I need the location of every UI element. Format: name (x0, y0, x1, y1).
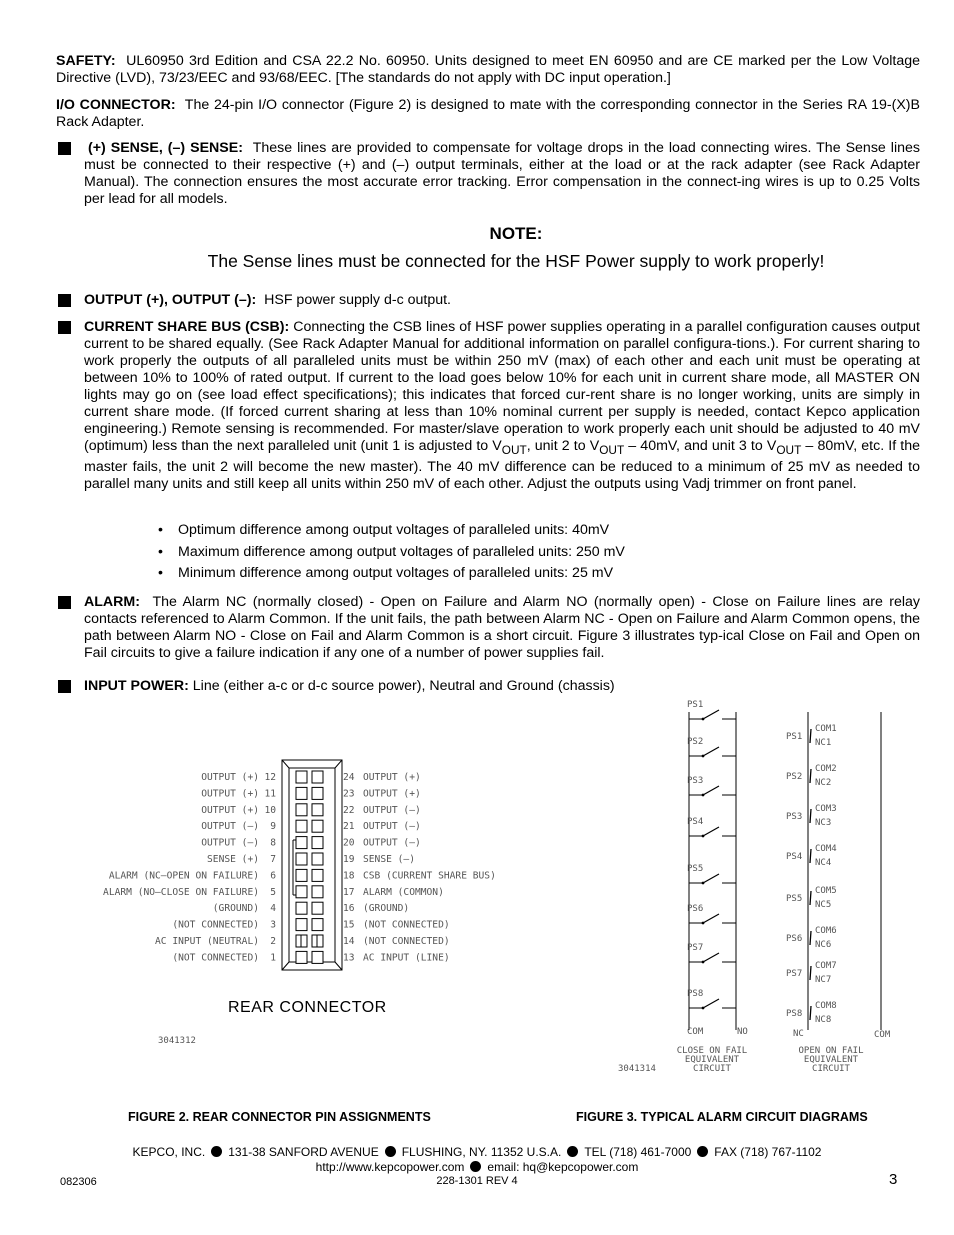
power-supply-label: PS7 (786, 969, 803, 979)
pin-label: (NOT CONNECTED) (363, 919, 450, 931)
nc-contact-label: NC1 (815, 738, 832, 748)
switch-blade (703, 874, 719, 883)
com-terminal-label: COM (687, 1027, 704, 1037)
pin-number: 14 (343, 936, 355, 947)
pin-label: OUTPUT (+) (363, 788, 421, 800)
nc-contact-label: NC5 (815, 900, 832, 910)
power-supply-label: PS5 (687, 864, 704, 874)
csb-text-4: – 80mV, etc. If the master fails, the unit 2 will become the new master). The 40 mV difference can be reduced to a minimum of 25 mV as needed to parallel many units and still keep all units within 250 mV of each other. Adjust the outputs using Vadj trimmer on front panel. (84, 438, 920, 492)
csb-text-3: – 40mV, and unit 3 to V (624, 438, 777, 454)
open-on-fail-caption: OPEN ON FAIL (798, 1046, 864, 1056)
pin-label: (NOT CONNECTED) (363, 936, 450, 947)
note-title: NOTE: (489, 224, 543, 243)
email-link[interactable]: email: hq@kepcopower.com (487, 1160, 639, 1174)
output-text: HSF power supply d-c output. (264, 292, 451, 308)
switch-blade (703, 710, 719, 719)
pin-label: OUTPUT (+) (201, 788, 259, 800)
com-contact-label: COM5 (815, 886, 837, 896)
website-link[interactable]: http://www.kepcopower.com (315, 1160, 465, 1174)
open-on-fail-caption: CIRCUIT (812, 1064, 850, 1074)
city-address: FLUSHING, NY. 11352 U.S.A. (401, 1145, 562, 1159)
relay-contact (810, 966, 811, 980)
date-code: 082306 (60, 1176, 97, 1188)
relay-contact (810, 809, 811, 823)
switch-contact (702, 1007, 705, 1010)
com-contact-label: COM8 (815, 1001, 837, 1011)
pin-number: 21 (343, 821, 355, 833)
close-on-fail-caption: CIRCUIT (693, 1064, 731, 1074)
pin-number: 19 (343, 854, 355, 865)
input-power-text: Line (either a-c or d-c source power), Neutral and Ground (chassis) (192, 678, 615, 694)
switch-blade (703, 999, 719, 1008)
pin-number: 12 (264, 772, 276, 783)
pin-label: SENSE (–) (363, 854, 415, 865)
footer-address (0, 1145, 954, 1159)
switch-blade (703, 953, 719, 962)
close-on-fail-caption: CLOSE ON FAIL (676, 1046, 748, 1056)
com-contact-label: COM6 (815, 926, 837, 936)
power-supply-label: PS8 (687, 989, 704, 999)
nc-contact-label: NC2 (815, 778, 832, 788)
figure3-code: 3041314 (618, 1064, 656, 1074)
street-address: 131-38 SANFORD AVENUE (228, 1145, 379, 1159)
power-supply-label: PS3 (786, 812, 803, 822)
switch-contact (702, 755, 705, 758)
page-number: 3 (889, 1171, 898, 1188)
pin-number: 16 (343, 903, 355, 915)
power-supply-label: PS6 (786, 934, 803, 944)
safety-text: UL60950 3rd Edition and CSA 22.2 No. 60950. Units designed to meet EN 60950 and are CE marked per the Low Voltage Directive (LVD), 73/23/EEC and 93/68/EEC. [The standards do not apply with DC input operation.] (56, 53, 920, 86)
power-supply-label: PS3 (687, 776, 704, 786)
com-contact-label: COM3 (815, 804, 837, 814)
pin-label: ALARM (NO–CLOSE ON FAILURE) (103, 886, 259, 898)
power-supply-label: PS7 (687, 943, 704, 953)
com-contact-label: COM2 (815, 764, 837, 774)
pin-number: 9 (270, 821, 276, 833)
switch-contact (702, 922, 705, 925)
no-terminal-label: NO (737, 1027, 748, 1037)
pin-label: OUTPUT (–) (201, 821, 259, 833)
power-supply-label: PS6 (687, 904, 704, 914)
switch-blade (703, 914, 719, 923)
com-terminal-label: COM (874, 1030, 891, 1040)
pin-number: 20 (343, 837, 355, 849)
csb-label: CURRENT SHARE BUS (CSB): (84, 319, 290, 335)
switch-contact (702, 882, 705, 885)
alarm-text: The Alarm NC (normally closed) - Open on Failure and Alarm NO (normally open) - Close on Failure lines are relay contacts referenced to Alarm Common. If the unit fails, the path between Alarm NC - Open on Failure and Alarm Common opens, the path between Alarm NO - Close on Fail and Alarm Common is a short circuit. Figure 3 illustrates typ-ical Close on Fail and Open on Fail circuits to give a failure indication if any one of a number of power supplies fail. (84, 594, 920, 661)
com-contact-label: COM7 (815, 961, 837, 971)
bullet-dot-icon (470, 1161, 481, 1172)
pin-label: ALARM (NC–OPEN ON FAILURE) (108, 870, 259, 882)
vout-subscript: OUT (776, 442, 802, 457)
list-item: • Maximum difference among output voltages of paralleled units: 250 mV (160, 544, 625, 566)
open-on-fail-caption: EQUIVALENT (803, 1055, 859, 1065)
alarm-circuit-drawing (618, 700, 891, 1074)
pin-label: OUTPUT (–) (363, 837, 421, 849)
fax-number: FAX (718) 767-1102 (714, 1145, 822, 1159)
pin-number: 11 (264, 788, 276, 800)
relay-contact (810, 849, 811, 863)
pin-number: 1 (270, 952, 276, 964)
bullet-dot-icon (385, 1146, 396, 1157)
switch-contact (702, 835, 705, 838)
switch-blade (703, 747, 719, 756)
pin-number: 15 (343, 919, 355, 931)
pin-number: 7 (270, 854, 276, 865)
csb-text-2: , unit 2 to V (526, 438, 600, 454)
figure2-code: 3041312 (158, 1036, 196, 1046)
pin-number: 13 (343, 952, 355, 964)
close-on-fail-caption: EQUIVALENT (684, 1055, 740, 1065)
pin-number: 6 (270, 870, 276, 882)
switch-contact (702, 794, 705, 797)
io-connector-label: I/O CONNECTOR: (56, 97, 176, 113)
pin-number: 17 (343, 886, 355, 898)
pin-number: 23 (343, 788, 355, 800)
pin-label: OUTPUT (+) (201, 804, 259, 816)
pin-label: OUTPUT (–) (363, 821, 421, 833)
pin-label: (NOT CONNECTED) (172, 952, 259, 964)
figure3-caption: FIGURE 3. TYPICAL ALARM CIRCUIT DIAGRAMS (576, 1110, 868, 1124)
bullet-dot-icon (211, 1146, 222, 1157)
power-supply-label: PS1 (786, 732, 803, 742)
safety-label: SAFETY: (56, 53, 116, 69)
phone-number: TEL (718) 461-7000 (584, 1145, 692, 1159)
rear-connector-title: REAR CONNECTOR (228, 999, 387, 1016)
relay-contact (810, 729, 811, 743)
com-contact-label: COM1 (815, 724, 837, 734)
pin-number: 5 (270, 886, 276, 898)
nc-contact-label: NC8 (815, 1015, 832, 1025)
relay-contact (810, 769, 811, 783)
relay-contact (810, 891, 811, 905)
document-number: 228-1301 REV 4 (436, 1175, 518, 1187)
power-supply-label: PS4 (786, 852, 803, 862)
list-item: • Minimum difference among output voltages of paralleled units: 25 mV (160, 565, 625, 587)
pin-number: 18 (343, 870, 355, 882)
switch-blade (703, 786, 719, 795)
vout-subscript: OUT (599, 442, 625, 457)
power-supply-label: PS5 (786, 894, 803, 904)
pin-number: 3 (270, 919, 276, 931)
relay-contact (810, 931, 811, 945)
pin-number: 4 (270, 903, 276, 915)
bullet-dot-icon (697, 1146, 708, 1157)
pin-label: OUTPUT (+) (363, 772, 421, 783)
pin-label: SENSE (+) (207, 854, 259, 865)
pin-label: OUTPUT (–) (201, 837, 259, 849)
pin-label: (GROUND) (363, 903, 410, 915)
nc-contact-label: NC4 (815, 858, 832, 868)
nc-contact-label: NC7 (815, 975, 832, 985)
pin-label: AC INPUT (LINE) (363, 952, 450, 964)
vout-subscript: OUT (501, 442, 527, 457)
power-supply-label: PS1 (687, 700, 704, 710)
pin-number: 2 (270, 936, 276, 947)
list-item: • Optimum difference among output voltages of paralleled units: 40mV (160, 522, 625, 544)
csb-text-1: Connecting the CSB lines of HSF power supplies operating in a parallel configuration causes output current to be shared equally. (See Rack Adapter Manual for additional information on parallel configura-tions.). For current sharing to work properly the outputs of all paralleled units must be within 250 mV (max) of each other and each unit must be operating at between 10% to 100% of rated output. If current to the load goes below 10% for each unit in current share mode, all MASTER ON lights may go on (see load effect specifications); this indicates that forced cur-rent share is no longer working, units are simply in current share mode. (If forced current sharing at less than 10% nominal current per supply is needed, contact Kepco application engineering.) Remote sensing is recommended. For master/slave operation to work properly each unit should be adjusted to 40 mV (optimum) less than the next paralleled unit (unit 1 is adjusted to V (84, 319, 920, 454)
pin-number: 24 (343, 772, 355, 783)
switch-contact (702, 718, 705, 721)
switch-blade (703, 827, 719, 836)
io-connector-text: The 24-pin I/O connector (Figure 2) is designed to mate with the corresponding connector in the Series RA 19-(X)B Rack Adapter. (56, 97, 920, 130)
input-power-label: INPUT POWER: (84, 678, 189, 694)
footer-web (0, 1160, 954, 1174)
alarm-label: ALARM: (84, 594, 140, 610)
pin-label: OUTPUT (+) (201, 772, 259, 783)
relay-contact (810, 1006, 811, 1020)
pin-number: 8 (270, 837, 276, 849)
figure2-caption: FIGURE 2. REAR CONNECTOR PIN ASSIGNMENTS (128, 1110, 431, 1124)
company-name: KEPCO, INC. (132, 1145, 206, 1159)
nc-contact-label: NC6 (815, 940, 832, 950)
pin-label: (GROUND) (212, 903, 259, 915)
pin-number: 22 (343, 804, 355, 816)
power-supply-label: PS2 (786, 772, 803, 782)
power-supply-label: PS2 (687, 737, 704, 747)
pin-label: ALARM (COMMON) (363, 886, 444, 898)
output-label: OUTPUT (+), OUTPUT (–): (84, 292, 257, 308)
pin-label: CSB (CURRENT SHARE BUS) (363, 870, 496, 882)
pin-label: (NOT CONNECTED) (172, 919, 259, 931)
pin-label: AC INPUT (NEUTRAL) (155, 936, 259, 947)
nc-terminal-label: NC (793, 1029, 804, 1039)
sense-label: (+) SENSE, (–) SENSE: (88, 140, 243, 156)
pin-number: 10 (264, 804, 276, 816)
switch-contact (702, 961, 705, 964)
com-contact-label: COM4 (815, 844, 837, 854)
power-supply-label: PS8 (786, 1009, 803, 1019)
sense-text: These lines are provided to compensate for voltage drops in the load connecting wires. The Sense lines must be connected to their respective (+) and (–) output terminals, either at the load or at the rack adapter (see Rack Adapter Manual). The connection ensures the most accurate error tracking. Error compensation in the connect-ing wires is up to 0.25 Volts per lead for all models. (84, 140, 920, 207)
bullet-dot-icon (567, 1146, 578, 1157)
nc-contact-label: NC3 (815, 818, 832, 828)
pin-label: OUTPUT (–) (363, 804, 421, 816)
note-text: The Sense lines must be connected for the HSF Power supply to work properly! (207, 251, 825, 271)
power-supply-label: PS4 (687, 817, 704, 827)
